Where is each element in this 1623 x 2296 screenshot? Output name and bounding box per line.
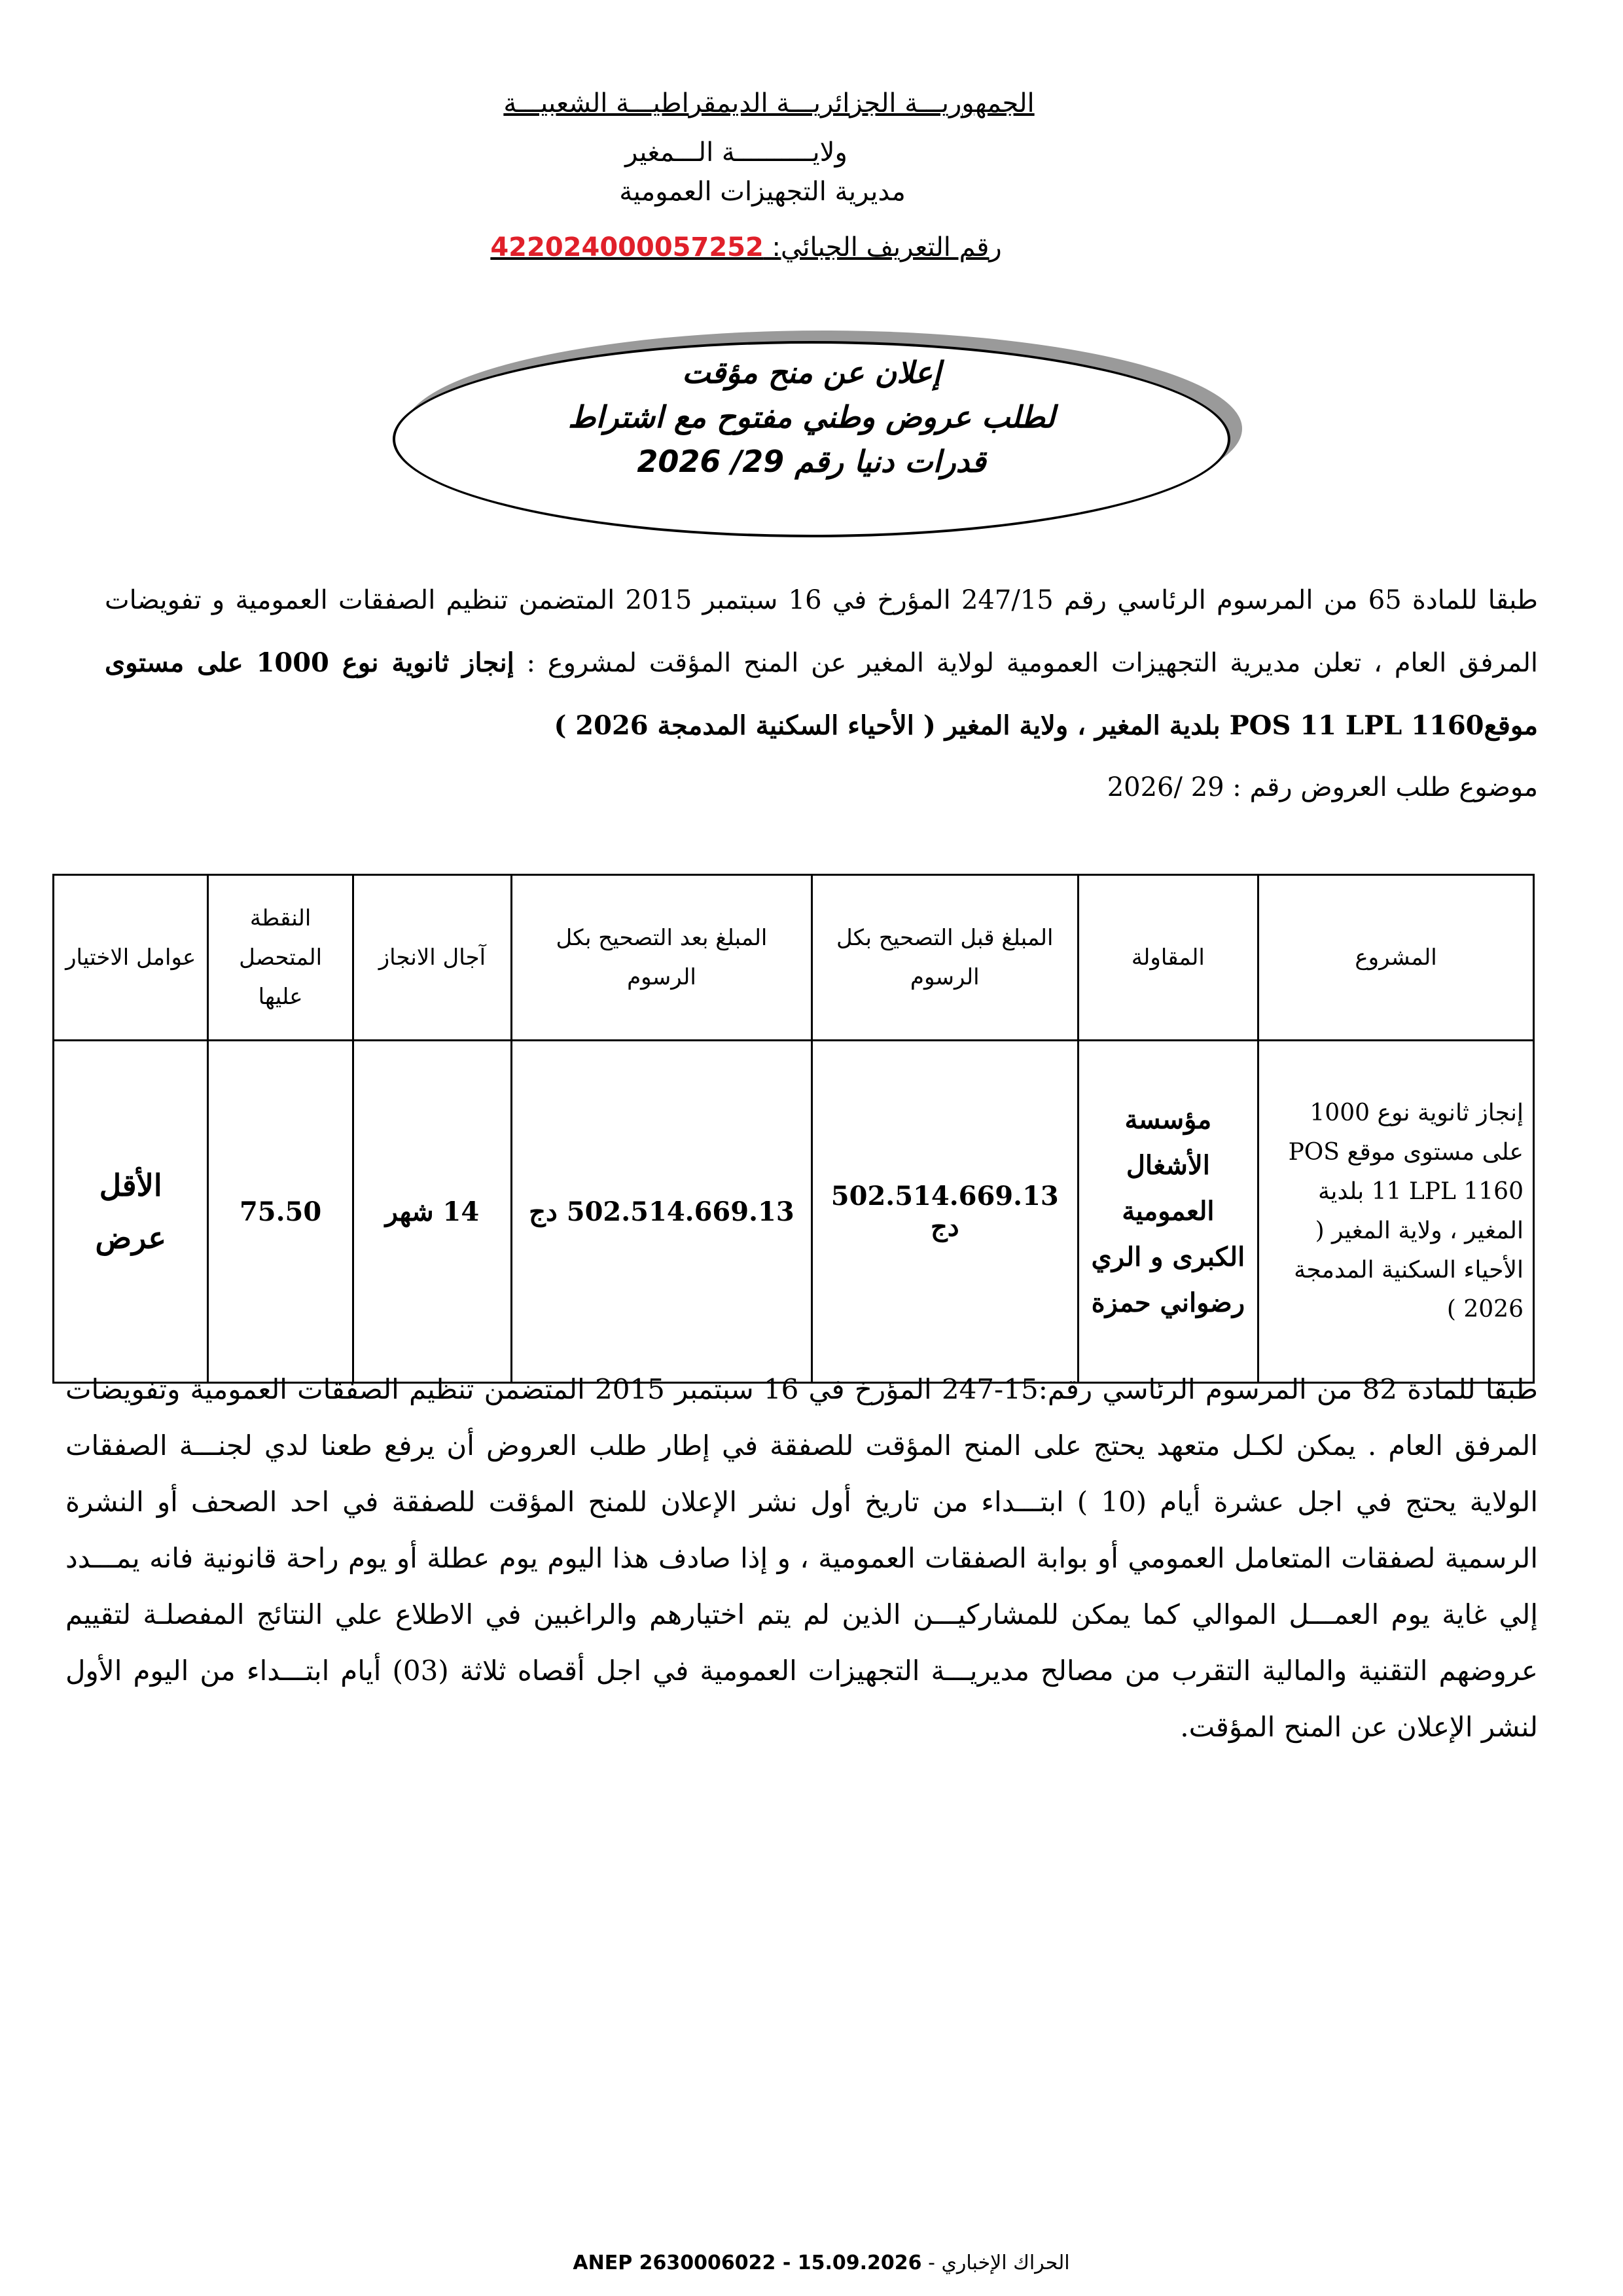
tax-id-value: 422024000057252 xyxy=(490,232,764,262)
anep-reference: ANEP 2630006022 - 15.09.2026 xyxy=(573,2251,922,2274)
col-duration: آجال الانجاز xyxy=(353,875,511,1041)
banner-line-2: لطلب عروض وطني مفتوح مع اشتراط xyxy=(567,399,1056,435)
table-row xyxy=(54,1041,1534,1383)
intro-text: طبقا للمادة 65 من المرسوم الرئاسي رقم 247/15 المؤرخ في 16 سبتمبر 2015 المتضمن تنظيم الصفقات العمومية و تفويضات المرفق العام ، تعلن مديرية التجهيزات العمومية لولاية المغير عن المنح المؤقت لمشروع : xyxy=(105,585,1539,678)
col-amount-after: المبلغ بعد التصحيح بكل الرسوم xyxy=(511,875,812,1041)
header-directorate: مديرية التجهيزات العمومية xyxy=(619,177,906,207)
cell-amount-after: 502.514.669.13 دج xyxy=(511,1041,812,1383)
col-contractor: المقاولة xyxy=(1078,875,1258,1041)
cell-amount-before: 502.514.669.13 دج xyxy=(812,1041,1078,1383)
banner-line-3: قدرات دنيا رقم 29/ 2026 xyxy=(637,444,986,479)
header-wilaya: ولايــــــــــة الـــمغير xyxy=(625,137,847,168)
table-header-row xyxy=(54,875,1534,1041)
newspaper-name: - الحراك الإخباري xyxy=(921,2251,1070,2274)
announcement-banner xyxy=(393,331,1243,547)
cell-duration: 14 شهر xyxy=(353,1041,511,1383)
appeal-paragraph: طبقا للمادة 82 من المرسوم الرئاسي رقم:15-247 المؤرخ في 16 سبتمبر 2015 المتضمن تنظيم الصفقات العمومية وتفويضات المرفق العام . يمكن لكـل متعهد يحتج على المنح المؤقت للصفقة في إطار طلب العروض أن يرفع طعنا لدي لجنـــة الصفقات الولاية يحتج في اجل عشرة أيام (10 ) ابتـــداء من تاريخ أول نشر الإعلان للمنح المؤقت للصفقة في احد الصحف أو النشرة الرسمية لصفقات المتعامل العمومي أو بوابة الصفقات العمومية ، و إذا صادف هذا اليوم يوم عطلة أو يوم راحة قانونية فانه يمـــدد إلي غاية يوم العمـــل الموالي كما يمكن للمشاركيـــن الذين لم يتم اختيارهم والراغبين في الاطلاع علي النتائج المفصلـة لتقييم عروضهم التقنية والمالية التقرب من مصالح مديريـــة التجهيزات العمومية في اجل أقصاه ثلاثة (03) أيام ابتـــداء من اليوم الأول لنشر الإعلان عن المنح المؤقت. xyxy=(65,1373,1538,1743)
header-tax-id xyxy=(419,232,1073,262)
banner-title xyxy=(393,350,1230,484)
tax-id-label: رقم التعريف الجبائي: xyxy=(772,232,1002,262)
cell-criteria: الأقل عرض xyxy=(54,1041,208,1383)
col-criteria: عوامل الاختيار xyxy=(54,875,208,1041)
cell-project: إنجاز ثانوية نوع 1000 على مستوى موقع POS 11 LPL 1160 بلدية المغير ، ولاية المغير ( الأحياء السكنية المدمجة 2026 ) xyxy=(1258,1041,1534,1383)
award-table xyxy=(52,874,1535,1384)
tender-subject: موضوع طلب العروض رقم : 29 /2026 xyxy=(1107,772,1538,802)
col-amount-before: المبلغ قبل التصحيح بكل الرسوم xyxy=(812,875,1078,1041)
intro-paragraph xyxy=(105,569,1538,757)
cell-contractor: مؤسسة الأشغال العمومية الكبرى و الري رضواني حمزة xyxy=(1078,1041,1258,1383)
banner-line-1: إعلان عن منح مؤقت xyxy=(682,355,941,390)
publication-footer xyxy=(510,2251,1132,2274)
cell-score: 75.50 xyxy=(208,1041,353,1383)
col-score: النقطة المتحصل عليها xyxy=(208,875,353,1041)
intro-project-name: إنجاز ثانوية نوع 1000 على مستوى موقعPOS 11 LPL 1160 بلدية المغير ، ولاية المغير ( الأحياء السكنية المدمجة 2026 ) xyxy=(105,647,1538,741)
header-republic: الجمهوريـــة الجزائريـــة الديمقراطيـــة الشعبيـــة xyxy=(503,88,1035,118)
col-project: المشروع xyxy=(1258,875,1534,1041)
